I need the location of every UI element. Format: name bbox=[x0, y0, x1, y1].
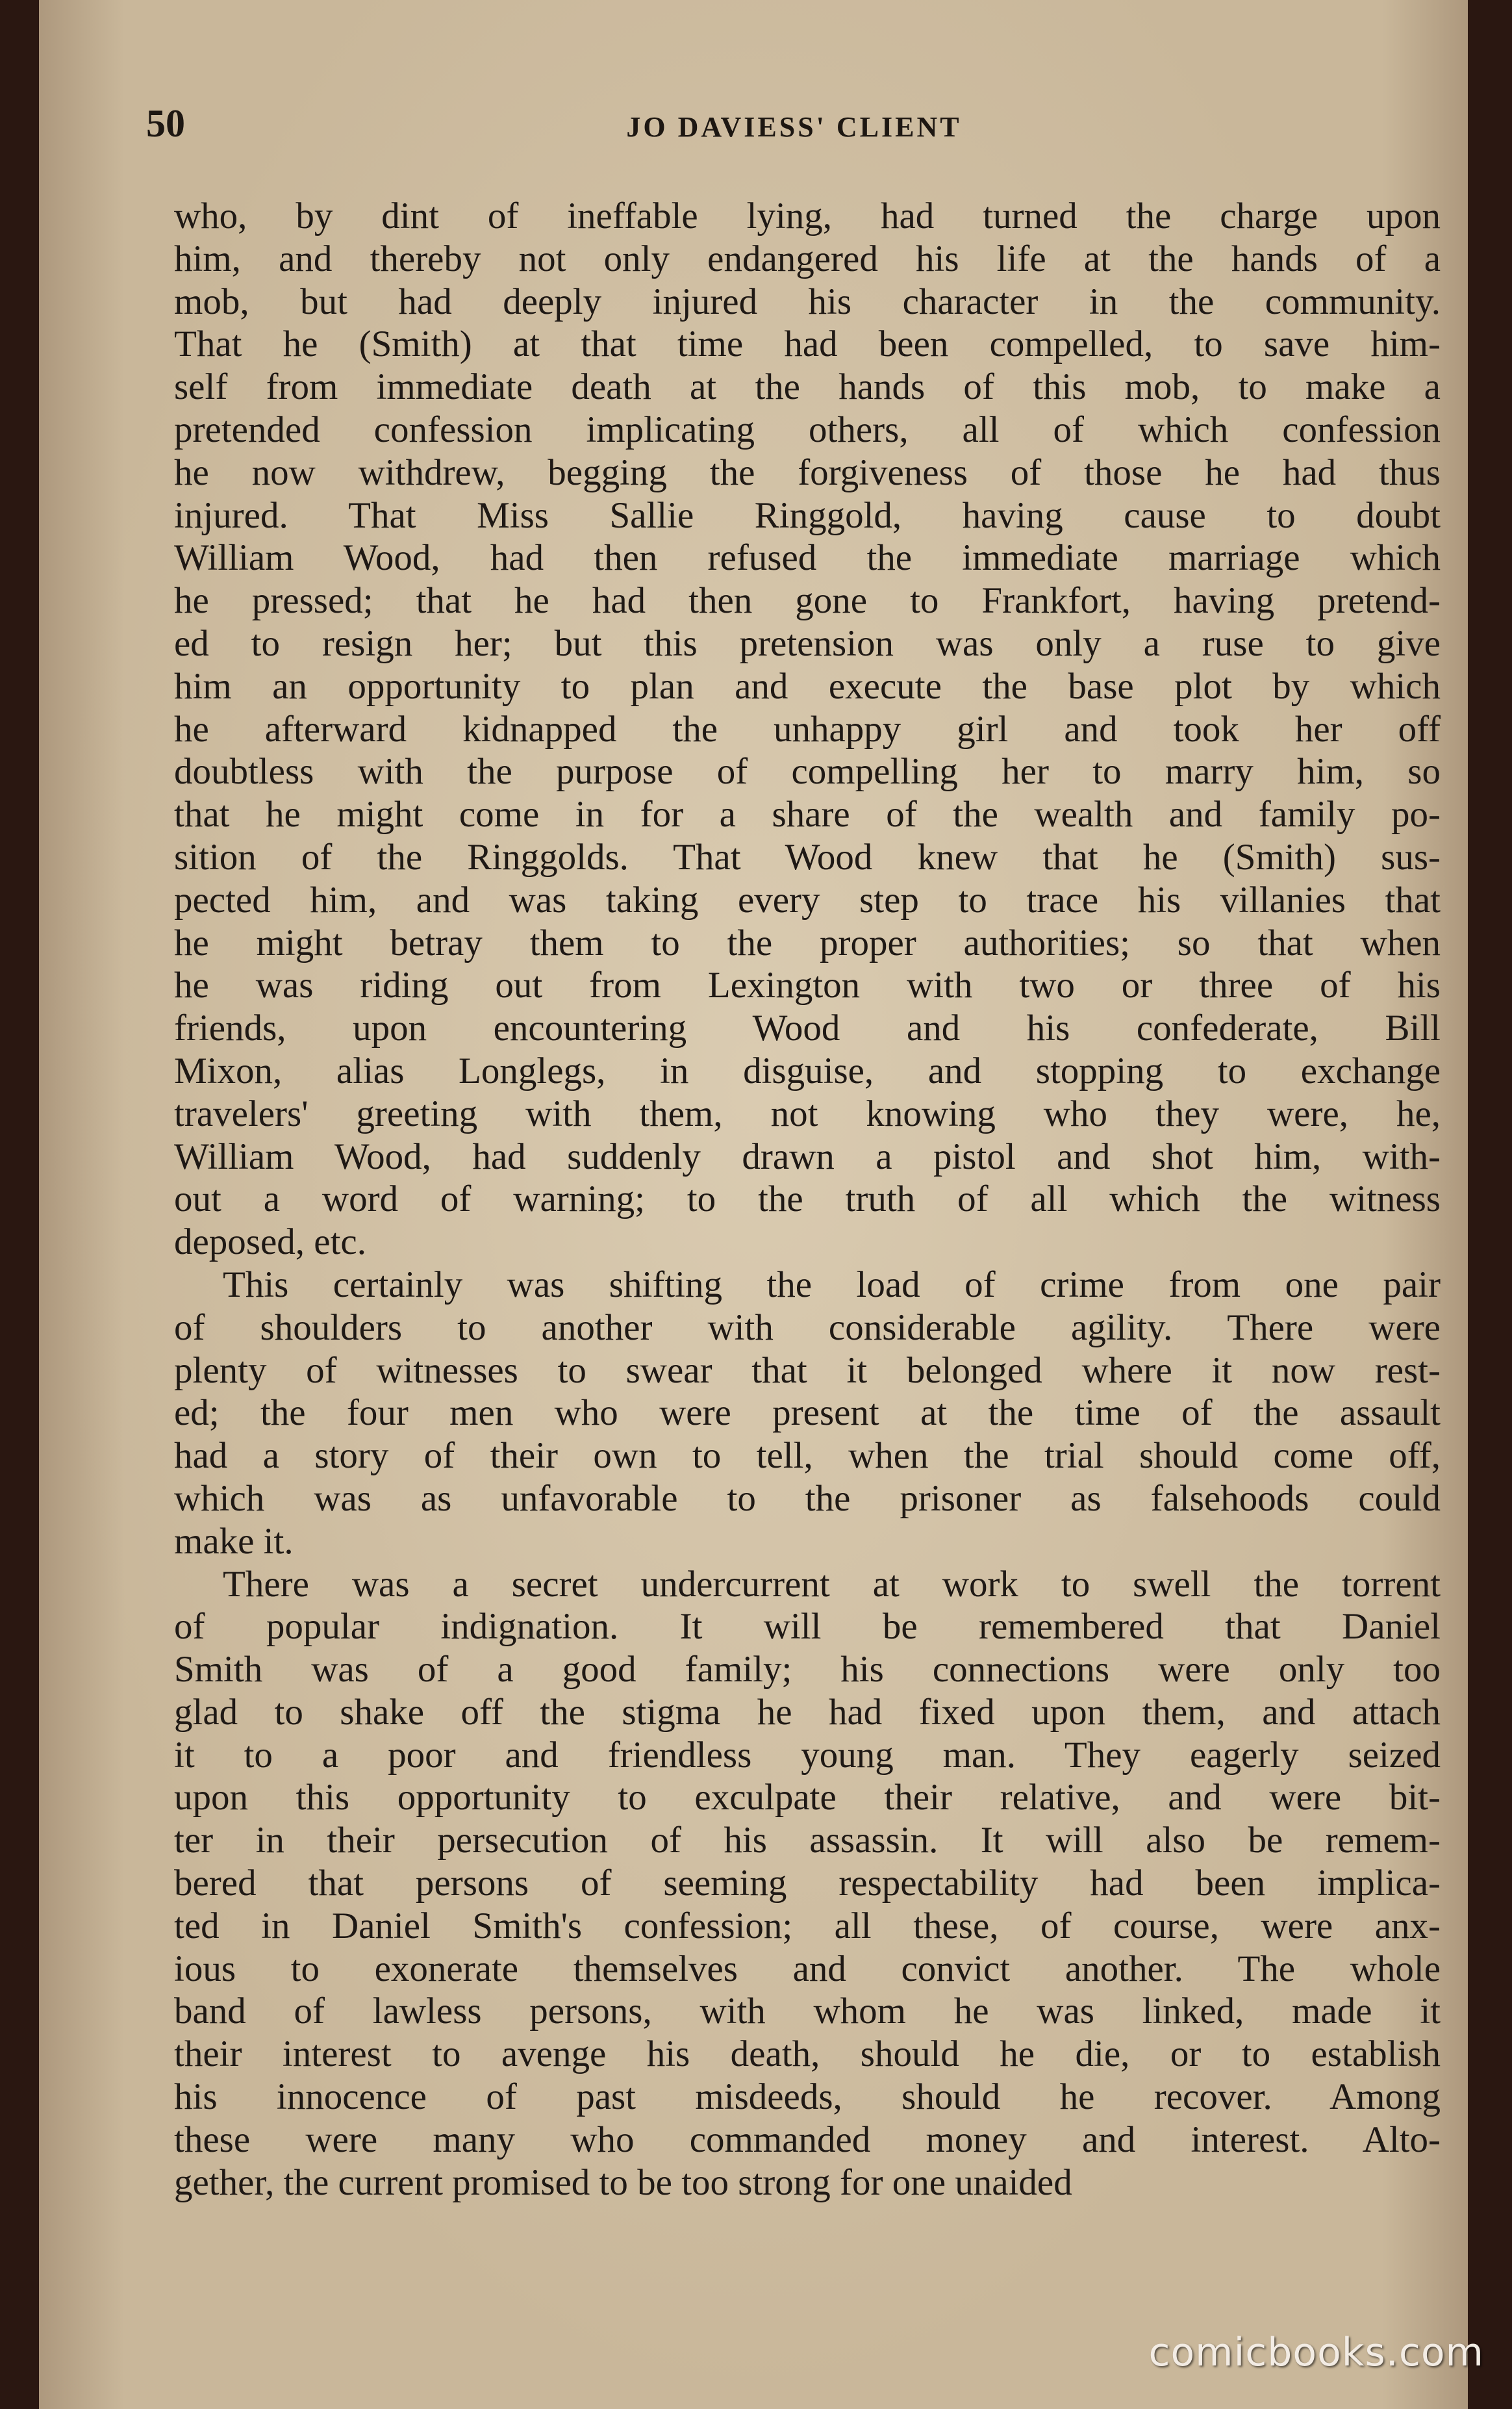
text-line: William Wood, had suddenly drawn a pistol and shot him, with- bbox=[174, 1136, 1441, 1177]
text-line: upon this opportunity to exculpate their relative, and were bit- bbox=[174, 1777, 1441, 1818]
text-line: Mixon, alias Longlegs, in disguise, and stopping to exchange bbox=[174, 1050, 1441, 1091]
paragraph bbox=[174, 1563, 1441, 2204]
text-line: travelers' greeting with them, not knowing who they were, he, bbox=[174, 1093, 1441, 1134]
text-line: make it. bbox=[174, 1520, 294, 1562]
text-line: glad to shake off the stigma he had fixed upon them, and attach bbox=[174, 1691, 1441, 1733]
text-line: he now withdrew, begging the forgiveness of those he had thus bbox=[174, 452, 1441, 493]
text-line: out a word of warning; to the truth of all which the witness bbox=[174, 1179, 1441, 1220]
text-line: ed; the four men who were present at the time of the assault bbox=[174, 1392, 1441, 1434]
text-line: of popular indignation. It will be remembered that Daniel bbox=[174, 1606, 1441, 1648]
text-line: he might betray them to the proper authorities; so that when bbox=[174, 922, 1441, 963]
text-line: bered that persons of seeming respectability had been implica- bbox=[174, 1863, 1441, 1904]
text-line: had a story of their own to tell, when the trial should come off, bbox=[174, 1435, 1441, 1477]
text-line: There was a secret undercurrent at work to swell the torrent bbox=[223, 1563, 1441, 1605]
watermark: comicbooks.com bbox=[1148, 2330, 1484, 2375]
text-line: pretended confession implicating others, all of which confession bbox=[174, 409, 1441, 450]
text-line: deposed, etc. bbox=[174, 1221, 366, 1263]
text-line: he afterward kidnapped the unhappy girl and took her off bbox=[174, 708, 1441, 750]
text-line: it to a poor and friendless young man. They eagerly seized bbox=[174, 1734, 1441, 1776]
running-head: JO DAVIESS' CLIENT bbox=[626, 111, 962, 143]
text-line: friends, upon encountering Wood and his confederate, Bill bbox=[174, 1008, 1441, 1049]
text-line: him, and thereby not only endangered his life at the hands of a bbox=[174, 238, 1441, 279]
text-line: who, by dint of ineffable lying, had turned the charge upon bbox=[174, 196, 1441, 236]
text-line: his innocence of past misdeeds, should he recover. Among bbox=[174, 2076, 1441, 2118]
paragraph bbox=[174, 1264, 1441, 1563]
book-page bbox=[39, 0, 1468, 2409]
text-line: pected him, and was taking every step to trace his villanies that bbox=[174, 879, 1441, 921]
text-line: ted in Daniel Smith's confession; all these, of course, were anx- bbox=[174, 1905, 1441, 1946]
text-line: these were many who commanded money and interest. Alto- bbox=[174, 2119, 1441, 2160]
text-line: ious to exonerate themselves and convict another. The whole bbox=[174, 1948, 1441, 1989]
page-number: 50 bbox=[146, 102, 185, 145]
text-line: band of lawless persons, with whom he was linked, made it bbox=[174, 1991, 1441, 2032]
body-text bbox=[174, 195, 1441, 2204]
text-line: him an opportunity to plan and execute the base plot by which bbox=[174, 665, 1441, 707]
text-line: self from immediate death at the hands of this mob, to make a bbox=[174, 366, 1441, 408]
text-line: of shoulders to another with considerable agility. There were bbox=[174, 1306, 1441, 1348]
text-line: This certainly was shifting the load of crime from one pair bbox=[223, 1264, 1441, 1305]
text-line: mob, but had deeply injured his character in the community. bbox=[174, 281, 1441, 322]
text-line: doubtless with the purpose of compelling her to marry him, so bbox=[174, 751, 1441, 793]
text-line: William Wood, had then refused the immediate marriage which bbox=[174, 537, 1441, 579]
text-line: plenty of witnesses to swear that it belonged where it now rest- bbox=[174, 1349, 1441, 1391]
page-header bbox=[146, 97, 1442, 149]
text-line: injured. That Miss Sallie Ringgold, having cause to doubt bbox=[174, 494, 1441, 536]
text-line: he was riding out from Lexington with two or three of his bbox=[174, 965, 1441, 1006]
text-line: gether, the current promised to be too strong for one unaided bbox=[174, 2161, 1072, 2203]
text-line: their interest to avenge his death, should he die, or to establish bbox=[174, 2033, 1441, 2075]
text-line: which was as unfavorable to the prisoner as falsehoods could bbox=[174, 1477, 1441, 1519]
text-line: ed to resign her; but this pretension was only a ruse to give bbox=[174, 622, 1441, 664]
text-line: Smith was of a good family; his connections were only too bbox=[174, 1649, 1441, 1690]
text-line: That he (Smith) at that time had been compelled, to save him- bbox=[174, 324, 1441, 365]
text-line: he pressed; that he had then gone to Frankfort, having pretend- bbox=[174, 580, 1441, 622]
text-line: that he might come in for a share of the wealth and family po- bbox=[174, 794, 1441, 835]
text-line: sition of the Ringgolds. That Wood knew that he (Smith) sus- bbox=[174, 836, 1441, 878]
text-line: ter in their persecution of his assassin. It will also be remem- bbox=[174, 1820, 1441, 1861]
paragraph bbox=[174, 195, 1441, 1264]
